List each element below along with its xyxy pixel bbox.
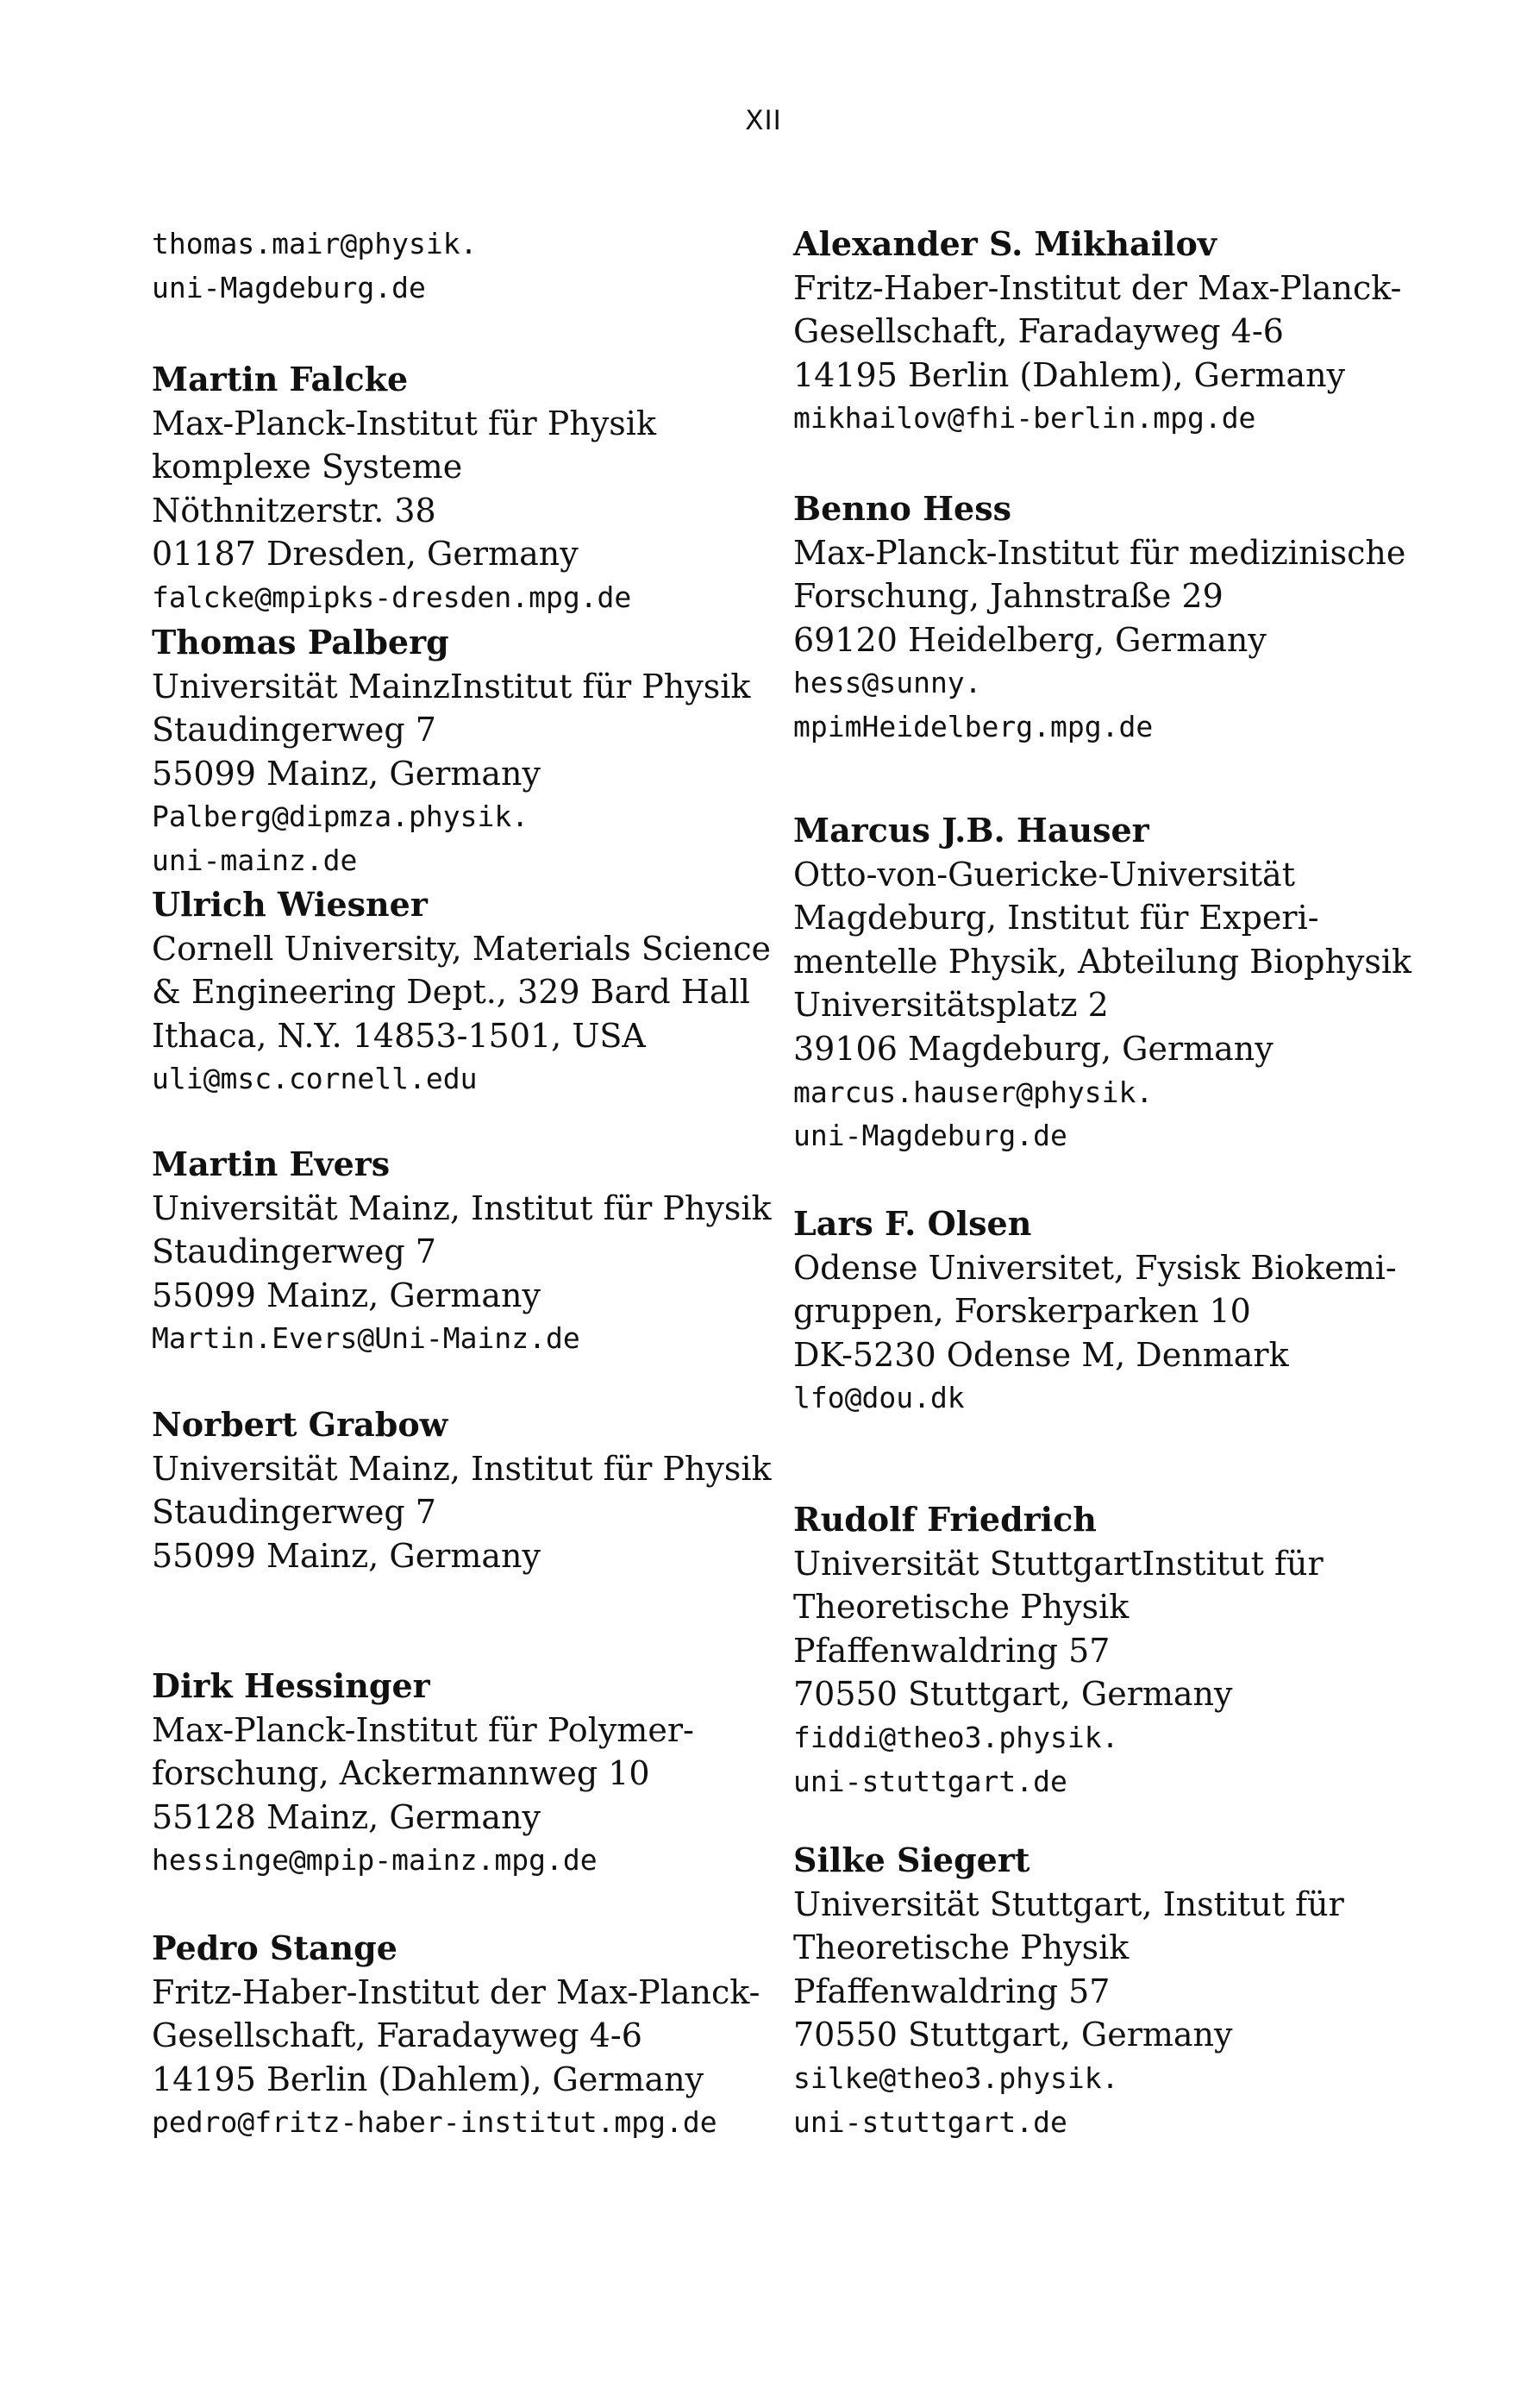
page-number: XII [745, 105, 782, 136]
address-line: Staudingerweg 7 [152, 711, 436, 749]
address-line: Max-Planck-Institut für medizinische [793, 533, 1406, 572]
address-entry [152, 621, 807, 883]
author-name: Benno Hess [793, 489, 1011, 528]
address-line: 55099 Mainz, Germany [152, 1536, 541, 1575]
email-line: marcus.hauser@physik. [793, 1075, 1154, 1109]
email-line: Palberg@dipmza.physik. [152, 800, 529, 834]
address-line: 14195 Berlin (Dahlem), Germany [793, 355, 1346, 394]
address-line: Pfaffenwaldring 57 [793, 1972, 1111, 2010]
email-line: hessinge@mpip-mainz.mpg.de [152, 1843, 598, 1878]
address-line: forschung, Ackermannweg 10 [152, 1754, 650, 1793]
address-line: 55099 Mainz, Germany [152, 754, 541, 793]
address-line: gruppen, Forskerparken 10 [793, 1292, 1251, 1331]
address-line: Universität Mainz, Institut für Physik [152, 1449, 772, 1488]
address-line: Max-Planck-Institut für Polymer- [152, 1710, 694, 1749]
address-line: Universität MainzInstitut für Physik [152, 667, 751, 705]
address-line: 14195 Berlin (Dahlem), Germany [152, 2060, 704, 2098]
email-line: Martin.Evers@Uni-Mainz.de [152, 1321, 580, 1356]
address-line: 70550 Stuttgart, Germany [793, 2016, 1233, 2054]
email-line: falcke@mpipks-dresden.mpg.de [152, 580, 632, 614]
email-line: fiddi@theo3.physik. [793, 1720, 1119, 1754]
email-line: uli@msc.cornell.edu [152, 1062, 478, 1096]
address-entry [793, 1839, 1449, 2144]
email-line: uni-Magdeburg.de [152, 270, 426, 304]
address-entry [152, 223, 807, 310]
author-name: Dirk Hessinger [152, 1666, 430, 1705]
address-line: Staudingerweg 7 [152, 1493, 436, 1532]
email-line: silke@theo3.physik. [793, 2060, 1119, 2095]
address-line: Fritz-Haber-Institut der Max-Planck- [152, 1972, 760, 2011]
author-name: Lars F. Olsen [793, 1204, 1032, 1243]
address-entry [793, 487, 1449, 749]
email-line: uni-Magdeburg.de [793, 1119, 1067, 1153]
address-line: Nöthnitzerstr. 38 [152, 491, 436, 530]
address-line: & Engineering Dept., 329 Bard Hall [152, 973, 750, 1012]
address-line: 55128 Mainz, Germany [152, 1797, 541, 1836]
address-line: Gesellschaft, Faradayweg 4-6 [793, 312, 1284, 351]
address-line: komplexe Systeme [152, 448, 463, 486]
address-line: Universitätsplatz 2 [793, 986, 1109, 1025]
address-line: Cornell University, Materials Science [152, 929, 771, 968]
address-line: 69120 Heidelberg, Germany [793, 620, 1267, 659]
author-name: Pedro Stange [152, 1928, 397, 1967]
address-line: Magdeburg, Institut für Experi- [793, 899, 1319, 937]
address-entry [793, 1202, 1449, 1420]
email-line: lfo@dou.dk [793, 1381, 965, 1415]
author-name: Alexander S. Mikhailov [793, 224, 1217, 263]
email-line: hess@sunny. [793, 666, 982, 700]
address-entry [152, 1143, 807, 1361]
address-line: Fritz-Haber-Institut der Max-Planck- [793, 268, 1402, 307]
author-name: Norbert Grabow [152, 1405, 448, 1444]
address-line: 55099 Mainz, Germany [152, 1276, 541, 1314]
address-line: Ithaca, N.Y. 14853-1501, USA [152, 1016, 646, 1055]
email-line: pedro@fritz-haber-institut.mpg.de [152, 2105, 717, 2140]
address-line: mentelle Physik, Abteilung Biophysik [793, 942, 1412, 981]
author-name: Marcus J.B. Hauser [793, 811, 1149, 850]
address-entry [793, 223, 1449, 441]
author-name: Thomas Palberg [152, 623, 449, 662]
address-entry [152, 358, 807, 620]
address-line: 39106 Magdeburg, Germany [793, 1029, 1274, 1068]
address-line: Theoretische Physik [793, 1588, 1130, 1627]
address-line: Gesellschaft, Faradayweg 4-6 [152, 2016, 642, 2055]
email-line: mpimHeidelberg.mpg.de [793, 709, 1154, 743]
author-name: Rudolf Friedrich [793, 1500, 1097, 1539]
address-line: Max-Planck-Institut für Physik [152, 404, 656, 442]
address-entry [152, 883, 807, 1101]
email-line: uni-mainz.de [152, 843, 358, 877]
email-line: uni-stuttgart.de [793, 1764, 1067, 1798]
address-line: Theoretische Physik [793, 1928, 1130, 1967]
email-line: thomas.mair@physik. [152, 227, 478, 260]
address-line: Staudingerweg 7 [152, 1232, 436, 1271]
address-line: Universität StuttgartInstitut für [793, 1544, 1324, 1583]
author-name: Silke Siegert [793, 1840, 1030, 1879]
email-line: uni-stuttgart.de [793, 2104, 1067, 2139]
address-line: 70550 Stuttgart, Germany [793, 1675, 1233, 1714]
address-line: DK-5230 Odense M, Denmark [793, 1335, 1289, 1374]
author-name: Martin Falcke [152, 360, 409, 398]
address-line: 01187 Dresden, Germany [152, 535, 579, 574]
address-line: Universität Mainz, Institut für Physik [152, 1188, 772, 1227]
address-entry [152, 1665, 807, 1883]
address-entry [152, 1927, 807, 2145]
address-line: Otto-von-Guericke-Universität [793, 855, 1295, 894]
address-line: Forschung, Jahnstraße 29 [793, 577, 1223, 616]
address-line: Universität Stuttgart, Institut für [793, 1884, 1344, 1923]
author-name: Ulrich Wiesner [152, 885, 428, 924]
email-line: mikhailov@fhi-berlin.mpg.de [793, 401, 1256, 436]
address-entry [152, 1403, 807, 1577]
address-line: Odense Universitet, Fysisk Biokemi- [793, 1248, 1397, 1287]
author-name: Martin Evers [152, 1144, 391, 1183]
address-entry [793, 809, 1449, 1158]
address-entry [793, 1498, 1449, 1803]
address-line: Pfaffenwaldring 57 [793, 1631, 1111, 1670]
